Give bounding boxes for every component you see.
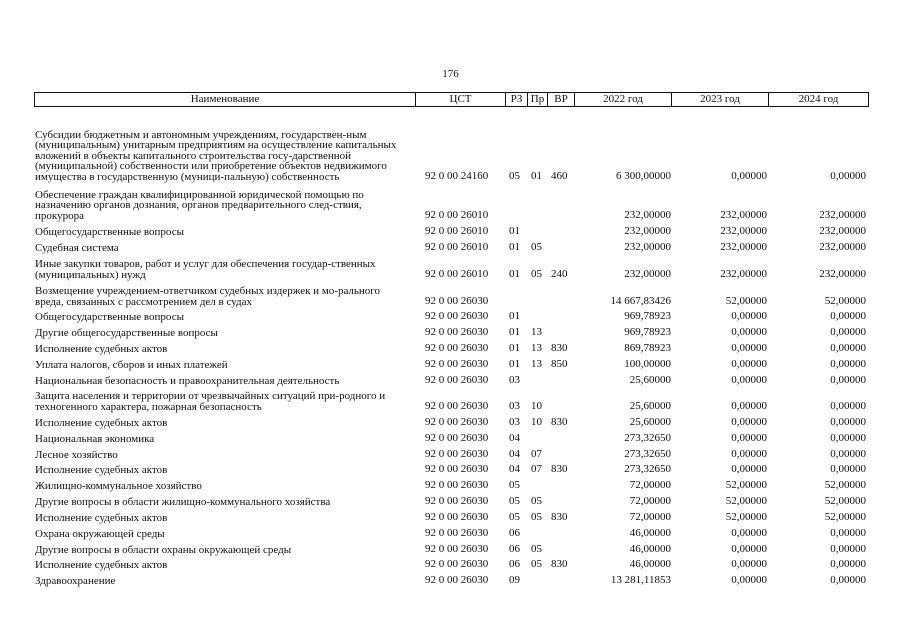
cell-2024: 0,00000 xyxy=(830,574,866,586)
table-row xyxy=(34,461,869,475)
cell-pr: 10 xyxy=(531,400,542,412)
table-row xyxy=(34,112,869,182)
cell-name: Другие общегосударственные вопросы xyxy=(35,326,218,339)
table-row xyxy=(34,223,869,237)
header-rz: РЗ xyxy=(505,93,527,106)
cell-name: Здравоохранение xyxy=(35,574,116,587)
cell-cst: 92 0 00 26030 xyxy=(425,358,489,370)
cell-2024: 232,00000 xyxy=(819,225,866,237)
cell-name: Другие вопросы в области жилищно-коммунального хозяйства xyxy=(35,495,331,508)
cell-rz: 05 xyxy=(509,479,520,491)
cell-name: Исполнение судебных актов xyxy=(35,416,168,429)
cell-rz: 06 xyxy=(509,558,520,570)
cell-2023: 0,00000 xyxy=(731,374,767,386)
cell-cst: 92 0 00 26030 xyxy=(425,342,489,354)
cell-cst: 92 0 00 26030 xyxy=(425,326,489,338)
table-row xyxy=(34,493,869,507)
table-row xyxy=(34,509,869,523)
header-2022: 2022 год xyxy=(574,93,671,106)
page-number: 176 xyxy=(442,68,459,80)
cell-2023: 52,00000 xyxy=(725,295,767,307)
table-row xyxy=(34,356,869,370)
cell-2023: 0,00000 xyxy=(731,326,767,338)
cell-2023: 0,00000 xyxy=(731,342,767,354)
cell-rz: 03 xyxy=(509,374,520,386)
cell-2023: 0,00000 xyxy=(731,574,767,586)
cell-cst: 92 0 00 26030 xyxy=(425,479,489,491)
table-row xyxy=(34,414,869,428)
cell-2024: 52,00000 xyxy=(824,511,866,523)
cell-2022: 72,00000 xyxy=(629,479,671,491)
cell-2022: 25,60000 xyxy=(629,416,671,428)
table-row xyxy=(34,572,869,586)
cell-2022: 46,00000 xyxy=(629,527,671,539)
cell-cst: 92 0 00 26030 xyxy=(425,463,489,475)
cell-2022: 25,60000 xyxy=(629,400,671,412)
cell-2024: 52,00000 xyxy=(824,479,866,491)
cell-vr: 830 xyxy=(551,416,568,428)
cell-name: Исполнение судебных актов xyxy=(35,511,168,524)
cell-name: Судебная система xyxy=(35,241,119,254)
cell-name: Исполнение судебных актов xyxy=(35,463,168,476)
cell-2022: 46,00000 xyxy=(629,558,671,570)
cell-name: Защита населения и территории от чрезвычайных ситуаций при-родного и техногенного характера, пожарная безопасность xyxy=(35,390,386,413)
cell-vr: 240 xyxy=(551,268,568,280)
cell-rz: 06 xyxy=(509,527,520,539)
table-row xyxy=(34,308,869,322)
cell-pr: 07 xyxy=(531,463,542,475)
cell-cst: 92 0 00 26010 xyxy=(425,225,489,237)
cell-2022: 46,00000 xyxy=(629,543,671,555)
cell-pr: 05 xyxy=(531,543,542,555)
cell-pr: 05 xyxy=(531,558,542,570)
cell-2023: 0,00000 xyxy=(731,416,767,428)
cell-cst: 92 0 00 26030 xyxy=(425,495,489,507)
cell-rz: 04 xyxy=(509,448,520,460)
cell-2023: 232,00000 xyxy=(720,268,767,280)
cell-2022: 72,00000 xyxy=(629,511,671,523)
cell-2024: 0,00000 xyxy=(830,463,866,475)
cell-pr: 13 xyxy=(531,326,542,338)
table-row xyxy=(34,283,869,307)
table-header xyxy=(34,92,869,107)
cell-name: Субсидии бюджетным и автономным учреждениям, государствен-ным (муниципальным) унитарным предприятиям на осуществление капитальных вложений в объекты капитального строительства госу-дарственной (муниципальной) собственности или приобретение объектов недвижимого имущества в государственную (муници-пальную) собственность xyxy=(35,128,397,183)
cell-2024: 0,00000 xyxy=(830,374,866,386)
table-row xyxy=(34,340,869,354)
cell-cst: 92 0 00 26010 xyxy=(425,241,489,253)
cell-2024: 0,00000 xyxy=(830,416,866,428)
cell-cst: 92 0 00 26030 xyxy=(425,432,489,444)
cell-rz: 01 xyxy=(509,326,520,338)
cell-2022: 100,00000 xyxy=(624,358,671,370)
cell-rz: 03 xyxy=(509,400,520,412)
cell-2023: 0,00000 xyxy=(731,463,767,475)
cell-2023: 0,00000 xyxy=(731,543,767,555)
cell-name: Исполнение судебных актов xyxy=(35,342,168,355)
cell-2024: 0,00000 xyxy=(830,358,866,370)
cell-2024: 0,00000 xyxy=(830,310,866,322)
cell-rz: 01 xyxy=(509,225,520,237)
table-row xyxy=(34,556,869,570)
header-vr: ВР xyxy=(547,93,574,106)
header-pr: Пр xyxy=(527,93,547,106)
cell-2024: 0,00000 xyxy=(830,543,866,555)
cell-2022: 869,78923 xyxy=(624,342,671,354)
cell-2024: 0,00000 xyxy=(830,432,866,444)
cell-rz: 05 xyxy=(509,170,520,182)
cell-2022: 273,32650 xyxy=(624,463,671,475)
cell-rz: 01 xyxy=(509,310,520,322)
cell-name: Общегосударственные вопросы xyxy=(35,225,184,238)
table-row xyxy=(34,239,869,253)
table-row xyxy=(34,477,869,491)
header-cst: ЦСТ xyxy=(415,93,505,106)
cell-2024: 0,00000 xyxy=(830,326,866,338)
cell-2024: 0,00000 xyxy=(830,527,866,539)
cell-name: Иные закупки товаров, работ и услуг для обеспечения государ-ственных (муниципальных) нужд xyxy=(35,258,376,281)
cell-rz: 05 xyxy=(509,495,520,507)
cell-2023: 0,00000 xyxy=(731,310,767,322)
cell-2022: 232,00000 xyxy=(624,209,671,221)
cell-pr: 01 xyxy=(531,170,542,182)
cell-rz: 01 xyxy=(509,342,520,354)
cell-pr: 05 xyxy=(531,495,542,507)
cell-2022: 273,32650 xyxy=(624,448,671,460)
cell-cst: 92 0 00 24160 xyxy=(425,170,489,182)
cell-vr: 830 xyxy=(551,511,568,523)
cell-rz: 01 xyxy=(509,358,520,370)
cell-2024: 0,00000 xyxy=(830,448,866,460)
cell-pr: 05 xyxy=(531,241,542,253)
cell-cst: 92 0 00 26030 xyxy=(425,574,489,586)
table-row xyxy=(34,525,869,539)
cell-2022: 14 667,83426 xyxy=(610,295,671,307)
cell-vr: 830 xyxy=(551,342,568,354)
cell-2022: 6 300,00000 xyxy=(616,170,671,182)
cell-cst: 92 0 00 26010 xyxy=(425,268,489,280)
cell-name: Исполнение судебных актов xyxy=(35,558,168,571)
cell-cst: 92 0 00 26030 xyxy=(425,374,489,386)
cell-name: Жилищно-коммунальное хозяйство xyxy=(35,479,202,492)
cell-name: Уплата налогов, сборов и иных платежей xyxy=(35,358,228,371)
cell-2023: 0,00000 xyxy=(731,527,767,539)
cell-2023: 0,00000 xyxy=(731,432,767,444)
table-row xyxy=(34,388,869,412)
cell-vr: 850 xyxy=(551,358,568,370)
header-name: Наименование xyxy=(190,93,260,105)
cell-vr: 830 xyxy=(551,558,568,570)
cell-pr: 07 xyxy=(531,448,542,460)
cell-name: Лесное хозяйство xyxy=(35,448,118,461)
cell-2022: 969,78923 xyxy=(624,310,671,322)
cell-rz: 01 xyxy=(509,241,520,253)
cell-2023: 232,00000 xyxy=(720,209,767,221)
cell-pr: 05 xyxy=(531,511,542,523)
cell-2023: 232,00000 xyxy=(720,241,767,253)
cell-name: Национальная безопасность и правоохранительная деятельность xyxy=(35,374,340,387)
cell-2022: 72,00000 xyxy=(629,495,671,507)
header-2023: 2023 год xyxy=(671,93,768,106)
cell-2022: 969,78923 xyxy=(624,326,671,338)
cell-2023: 52,00000 xyxy=(725,479,767,491)
cell-2023: 52,00000 xyxy=(725,495,767,507)
cell-name: Возмещение учреждением-ответчиком судебных издержек и мо-рального вреда, связанных с рассмотрением дел в судах xyxy=(35,285,381,308)
cell-2023: 0,00000 xyxy=(731,170,767,182)
cell-2023: 0,00000 xyxy=(731,448,767,460)
table-row xyxy=(34,446,869,460)
table-row xyxy=(34,372,869,386)
cell-2024: 0,00000 xyxy=(830,400,866,412)
cell-pr: 13 xyxy=(531,342,542,354)
header-2024: 2024 год xyxy=(768,93,868,106)
cell-cst: 92 0 00 26030 xyxy=(425,416,489,428)
cell-2023: 52,00000 xyxy=(725,511,767,523)
cell-2023: 0,00000 xyxy=(731,400,767,412)
cell-pr: 10 xyxy=(531,416,542,428)
cell-rz: 01 xyxy=(509,268,520,280)
cell-cst: 92 0 00 26030 xyxy=(425,310,489,322)
cell-2024: 52,00000 xyxy=(824,295,866,307)
cell-2022: 13 281,11853 xyxy=(610,574,671,586)
cell-rz: 04 xyxy=(509,432,520,444)
cell-cst: 92 0 00 26030 xyxy=(425,511,489,523)
cell-2022: 232,00000 xyxy=(624,225,671,237)
cell-rz: 05 xyxy=(509,511,520,523)
cell-vr: 830 xyxy=(551,463,568,475)
cell-2024: 232,00000 xyxy=(819,209,866,221)
cell-2024: 0,00000 xyxy=(830,558,866,570)
cell-cst: 92 0 00 26030 xyxy=(425,448,489,460)
cell-2022: 273,32650 xyxy=(624,432,671,444)
cell-cst: 92 0 00 26030 xyxy=(425,558,489,570)
cell-2024: 52,00000 xyxy=(824,495,866,507)
cell-2024: 232,00000 xyxy=(819,268,866,280)
cell-cst: 92 0 00 26030 xyxy=(425,543,489,555)
cell-cst: 92 0 00 26030 xyxy=(425,295,489,307)
cell-cst: 92 0 00 26030 xyxy=(425,400,489,412)
table-row xyxy=(34,430,869,444)
table-row xyxy=(34,324,869,338)
cell-rz: 06 xyxy=(509,543,520,555)
cell-2022: 232,00000 xyxy=(624,241,671,253)
cell-name: Обеспечение граждан квалифицированной юридической помощью по назначению органов дознания, органов предварительного след-ствия, прокурора xyxy=(35,188,364,222)
cell-2023: 0,00000 xyxy=(731,558,767,570)
table-row xyxy=(34,184,869,221)
cell-name: Общегосударственные вопросы xyxy=(35,310,184,323)
cell-name: Другие вопросы в области охраны окружающей среды xyxy=(35,543,292,556)
cell-cst: 92 0 00 26030 xyxy=(425,527,489,539)
cell-2023: 0,00000 xyxy=(731,358,767,370)
cell-name: Охрана окружающей среды xyxy=(35,527,165,540)
cell-name: Национальная экономика xyxy=(35,432,155,445)
cell-2024: 0,00000 xyxy=(830,342,866,354)
cell-rz: 03 xyxy=(509,416,520,428)
cell-2023: 232,00000 xyxy=(720,225,767,237)
cell-vr: 460 xyxy=(551,170,568,182)
table-row xyxy=(34,256,869,280)
table-row xyxy=(34,541,869,555)
cell-2022: 232,00000 xyxy=(624,268,671,280)
cell-cst: 92 0 00 26010 xyxy=(425,209,489,221)
cell-rz: 09 xyxy=(509,574,520,586)
cell-pr: 05 xyxy=(531,268,542,280)
cell-pr: 13 xyxy=(531,358,542,370)
cell-2024: 0,00000 xyxy=(830,170,866,182)
cell-2022: 25,60000 xyxy=(629,374,671,386)
cell-rz: 04 xyxy=(509,463,520,475)
cell-2024: 232,00000 xyxy=(819,241,866,253)
